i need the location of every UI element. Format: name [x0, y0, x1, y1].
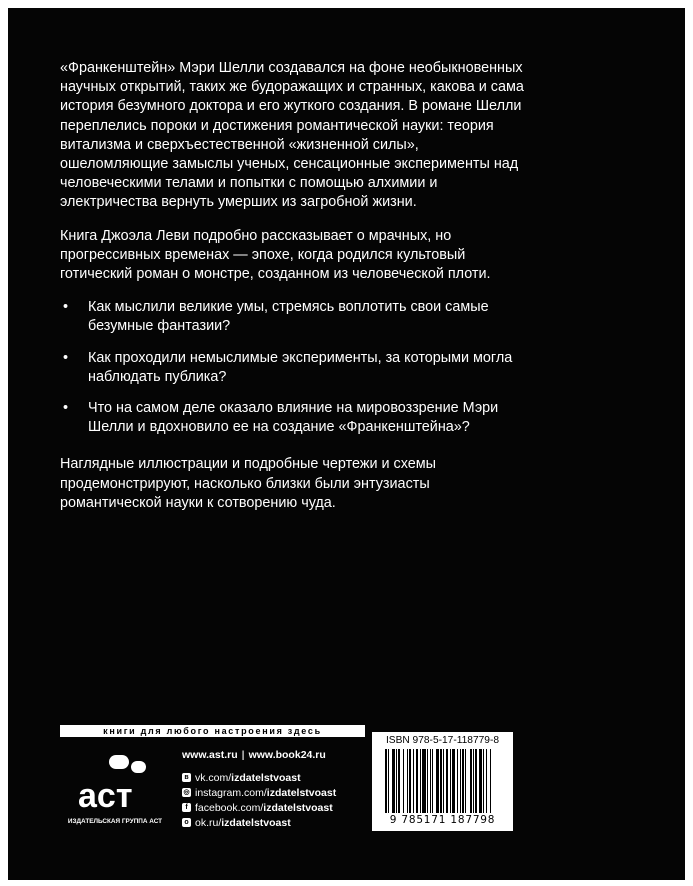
social-prefix: instagram.com/ [195, 786, 267, 799]
question-text: Как проходили немыслимые эксперименты, за которыми могла наблюдать публика? [88, 349, 513, 385]
question-text: Как мыслили великие умы, стремясь воплотить свои самые безумные фантазии? [88, 299, 489, 335]
social-handle: izdatelstvoast [231, 771, 301, 784]
social-handle: izdatelstvoast [263, 801, 333, 814]
isbn-number: ISBN 978-5-17-118779-8 [385, 735, 500, 746]
description-paragraph-1: «Франкенштейн» Мэри Шелли создавался на фоне необыкновенных научных открытий, таких же будоражащих и странных, какова и сама история безумного доктора и его жуткого создания. В романе Шелли переплелись пороки и достижения романтической науки: теория витализма и сверхъестественной «жизненной силы», ошеломляющие замыслы ученых, сенсационные эксперименты над человеческими телами и попытки с помощью алхимии и электричества вернуть умерших из загробной жизни. [60, 60, 524, 211]
bullet-icon: • [63, 299, 69, 316]
logo-lettering: аст [78, 777, 133, 815]
barcode-stripe [450, 749, 451, 813]
facebook-icon: f [182, 803, 191, 812]
barcode-stripe [407, 749, 408, 813]
barcode-stripe [440, 749, 442, 813]
barcode-stripe [479, 749, 482, 813]
social-prefix: facebook.com/ [195, 801, 264, 814]
barcode-stripe [486, 749, 487, 813]
barcode-stripe [457, 749, 458, 813]
ast-logo-icon [76, 751, 154, 815]
barcode-stripe [388, 749, 389, 813]
social-link-facebook[interactable] [182, 800, 336, 815]
social-links [182, 770, 336, 830]
barcode-stripe [446, 749, 448, 813]
instagram-icon: ◎ [183, 789, 190, 796]
publisher-name: ИЗДАТЕЛЬСКАЯ ГРУППА АСТ [67, 818, 163, 825]
website-link-ast[interactable]: www.ast.ru [182, 749, 238, 761]
vk-icon: в [182, 773, 191, 782]
barcode-stripe [398, 749, 400, 813]
ean-number: 9 785171 187798 [389, 814, 496, 826]
list-item [60, 399, 530, 437]
barcode-stripe [385, 749, 387, 813]
barcode-stripe [403, 749, 404, 813]
bullet-icon: • [63, 349, 69, 366]
bullet-icon: • [63, 400, 69, 417]
question-text: Что на самом деле оказало влияние на мировоззрение Мэри Шелли и вдохновило ее на создание «Франкенштейна»? [88, 400, 499, 436]
barcode-stripe [460, 749, 461, 813]
social-handle: izdatelstvoast [266, 786, 337, 799]
website-link-book24[interactable]: www.book24.ru [248, 749, 326, 761]
social-handle: izdatelstvoast [221, 816, 291, 829]
website-links [182, 749, 336, 761]
description-paragraph-2: Книга Джоэла Леви подробно рассказывает о мрачных, но прогрессивных временах — эпохе, когда родился культовый готический роман о монстре, созданном из человеческой плоти. [60, 227, 491, 283]
list-item [60, 349, 530, 387]
barcode-stripe [436, 749, 439, 813]
barcode-stripe [483, 749, 484, 813]
barcode-stripe [416, 749, 418, 813]
ok-icon: о [182, 818, 191, 827]
publisher-logo [60, 748, 170, 838]
barcode-stripe [475, 749, 477, 813]
barcode-stripe [413, 749, 414, 813]
barcode-stripe [452, 749, 455, 813]
book-back-cover [8, 8, 685, 880]
social-link-vk[interactable] [182, 770, 336, 785]
barcode-stripe [470, 749, 472, 813]
barcode-stripe [422, 749, 425, 813]
question-list [60, 298, 530, 437]
barcode-stripe [443, 749, 444, 813]
publisher-contacts [182, 749, 336, 830]
list-item [60, 298, 530, 336]
barcode-stripe [409, 749, 411, 813]
social-prefix: vk.com/ [195, 771, 232, 784]
barcode-stripe [427, 749, 428, 813]
barcode-stripe [430, 749, 431, 813]
social-prefix: ok.ru/ [195, 816, 222, 829]
barcode-stripe [473, 749, 474, 813]
barcode-icon [385, 749, 502, 813]
website-separator: | [241, 749, 245, 761]
barcode-stripe [465, 749, 466, 813]
barcode-stripe [396, 749, 397, 813]
description-text [60, 59, 530, 527]
barcode-stripe [392, 749, 395, 813]
description-paragraph-3: Наглядные иллюстрации и подробные чертежи и схемы продемонстрируют, насколько близки были энтузиасты романтической науки к сотворению чуда. [60, 456, 437, 511]
social-link-ok[interactable] [182, 815, 336, 830]
barcode-stripe [490, 749, 491, 813]
barcode-stripe [420, 749, 421, 813]
barcode-stripe [432, 749, 433, 813]
barcode-panel [372, 732, 513, 831]
tagline-banner: книги для любого настроения здесь [60, 725, 365, 737]
barcode-stripe [462, 749, 464, 813]
social-link-instagram[interactable] [182, 785, 336, 800]
